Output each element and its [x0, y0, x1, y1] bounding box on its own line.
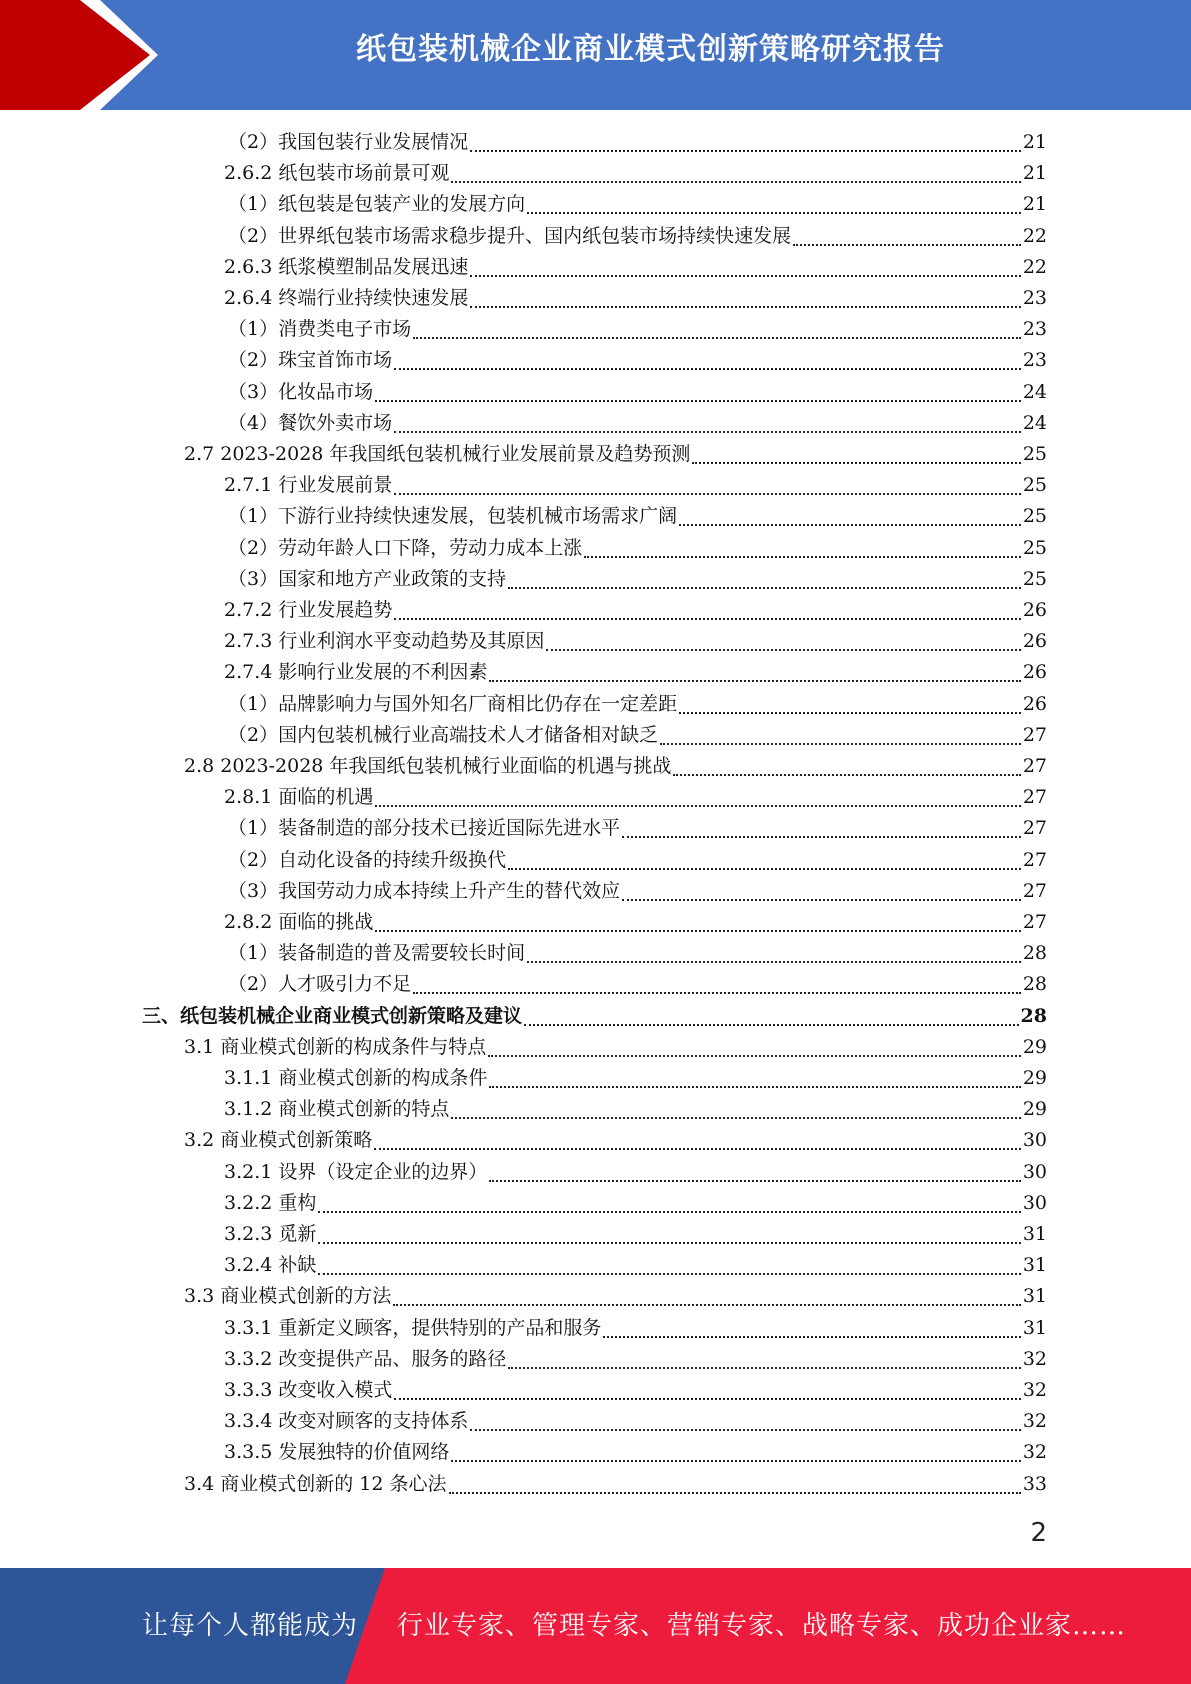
toc-entry[interactable]: [224, 626, 1047, 657]
toc-entry-page: 28: [1022, 973, 1047, 995]
toc-entry-title: 3.1.2 商业模式创新的特点: [224, 1098, 450, 1120]
toc-leader-dots: [584, 556, 1021, 558]
toc-entry[interactable]: [224, 595, 1047, 626]
toc-entry[interactable]: [224, 1313, 1047, 1344]
toc-leader-dots: [673, 774, 1020, 776]
toc-entry[interactable]: [224, 657, 1047, 688]
toc-leader-dots: [375, 930, 1020, 932]
toc-entry-page: 28: [1022, 942, 1047, 964]
toc-entry[interactable]: [224, 1188, 1047, 1219]
toc-entry[interactable]: [228, 377, 1047, 408]
toc-entry-page: 29: [1022, 1067, 1047, 1089]
toc-leader-dots: [660, 743, 1021, 745]
toc-entry-page: 23: [1022, 349, 1047, 371]
toc-entry[interactable]: [228, 845, 1047, 876]
toc-leader-dots: [394, 618, 1020, 620]
toc-entry-title: 3.3 商业模式创新的方法: [184, 1285, 392, 1307]
toc-entry-page: 27: [1022, 849, 1047, 871]
footer-slogan: 让每个人都能成为: [142, 1611, 359, 1641]
toc-entry[interactable]: [228, 189, 1047, 220]
toc-entry[interactable]: [224, 1063, 1047, 1094]
toc-entry-page: 24: [1022, 412, 1047, 434]
toc-entry[interactable]: [228, 501, 1047, 532]
toc-entry-title: （3）我国劳动力成本持续上升产生的替代效应: [228, 880, 621, 902]
toc-entry-title: （2）珠宝首饰市场: [228, 349, 393, 371]
toc-entry-page: 27: [1022, 755, 1047, 777]
toc-entry[interactable]: [228, 969, 1047, 1000]
toc-entry[interactable]: [224, 1219, 1047, 1250]
toc-leader-dots: [470, 150, 1021, 152]
toc-entry-title: （2）自动化设备的持续升级换代: [228, 849, 507, 871]
toc-entry[interactable]: [228, 127, 1047, 158]
toc-leader-dots: [508, 868, 1021, 870]
toc-entry-page: 25: [1022, 443, 1047, 465]
toc-entry-page: 33: [1022, 1473, 1047, 1495]
toc-leader-dots: [449, 1492, 1021, 1494]
toc-entry-page: 30: [1022, 1161, 1047, 1183]
toc-entry-title: 2.7 2023-2028 年我国纸包装机械行业发展前景及趋势预测: [184, 443, 691, 465]
report-footer: [0, 1568, 1191, 1684]
footer-roles: 行业专家、管理专家、营销专家、战略专家、成功企业家……: [397, 1611, 1127, 1641]
toc-entry-page: 23: [1022, 287, 1047, 309]
toc-entry-page: 30: [1022, 1192, 1047, 1214]
toc-entry-title: 2.8.2 面临的挑战: [224, 911, 374, 933]
toc-entry-page: 27: [1022, 786, 1047, 808]
toc-entry[interactable]: [184, 1469, 1047, 1500]
toc-leader-dots: [394, 1398, 1020, 1400]
toc-entry-title: 3.2.3 觅新: [224, 1223, 317, 1245]
toc-entry-page: 25: [1022, 505, 1047, 527]
toc-entry[interactable]: [228, 221, 1047, 252]
toc-entry-title: 3.4 商业模式创新的 12 条心法: [184, 1473, 447, 1495]
toc-leader-dots: [393, 1304, 1021, 1306]
toc-entry[interactable]: [184, 1281, 1047, 1312]
toc-entry-title: 3.3.3 改变收入模式: [224, 1379, 393, 1401]
toc-entry-title: 2.6.2 纸包装市场前景可观: [224, 162, 450, 184]
toc-entry-title: （1）下游行业持续快速发展，包装机械市场需求广阔: [228, 505, 678, 527]
toc-leader-dots: [489, 1180, 1020, 1182]
toc-leader-dots: [488, 1055, 1021, 1057]
toc-leader-dots: [318, 1242, 1020, 1244]
toc-entry-page: 32: [1022, 1441, 1047, 1463]
toc-entry-title: 3.2.4 补缺: [224, 1254, 317, 1276]
toc-entry[interactable]: [224, 782, 1047, 813]
toc-entry[interactable]: [224, 1157, 1047, 1188]
toc-entry-page: 27: [1022, 911, 1047, 933]
toc-entry-title: 3.2 商业模式创新策略: [184, 1129, 373, 1151]
toc-leader-dots: [489, 1086, 1020, 1088]
toc-leader-dots: [451, 1117, 1020, 1119]
toc-entry-page: 22: [1022, 256, 1047, 278]
toc-entry[interactable]: [228, 813, 1047, 844]
toc-entry-title: 3.3.4 改变对顾客的支持体系: [224, 1410, 469, 1432]
toc-leader-dots: [692, 462, 1020, 464]
toc-entry-title: 3.3.5 发展独特的价值网络: [224, 1441, 450, 1463]
toc-leader-dots: [527, 212, 1021, 214]
toc-entry-page: 25: [1022, 568, 1047, 590]
toc-entry-page: 31: [1022, 1254, 1047, 1276]
toc-leader-dots: [470, 306, 1020, 308]
toc-entry[interactable]: [224, 283, 1047, 314]
toc-entry-title: 三、纸包装机械企业商业模式创新策略及建议: [142, 1005, 523, 1027]
toc-entry[interactable]: [224, 158, 1047, 189]
toc-entry[interactable]: [224, 1406, 1047, 1437]
toc-entry-page: 27: [1022, 817, 1047, 839]
toc-entry-title: （2）劳动年龄人口下降，劳动力成本上涨: [228, 537, 583, 559]
toc-entry-page: 32: [1022, 1348, 1047, 1370]
toc-leader-dots: [375, 400, 1021, 402]
toc-entry-title: （1）装备制造的普及需要较长时间: [228, 942, 526, 964]
toc-entry[interactable]: [228, 564, 1047, 595]
toc-leader-dots: [374, 1148, 1021, 1150]
toc-entry-title: 2.8 2023-2028 年我国纸包装机械行业面临的机遇与挑战: [184, 755, 672, 777]
toc-entry-page: 32: [1022, 1410, 1047, 1432]
toc-leader-dots: [546, 649, 1020, 651]
toc-entry[interactable]: [184, 1032, 1047, 1063]
toc-entry-page: 21: [1022, 193, 1047, 215]
toc-entry-page: 25: [1022, 537, 1047, 559]
toc-entry-page: 21: [1022, 162, 1047, 184]
toc-leader-dots: [394, 493, 1020, 495]
toc-entry-page: 26: [1022, 599, 1047, 621]
toc-entry-title: 2.7.2 行业发展趋势: [224, 599, 393, 621]
toc-leader-dots: [622, 836, 1021, 838]
toc-entry[interactable]: [228, 533, 1047, 564]
toc-entry-page: 24: [1022, 381, 1047, 403]
toc-entry[interactable]: [228, 314, 1047, 345]
toc-leader-dots: [527, 961, 1021, 963]
toc-entry-title: 2.8.1 面临的机遇: [224, 786, 374, 808]
toc-leader-dots: [394, 368, 1021, 370]
toc-entry-title: （1）纸包装是包装产业的发展方向: [228, 193, 526, 215]
toc-entry-title: 3.2.1 设界（设定企业的边界）: [224, 1161, 488, 1183]
toc-entry-page: 29: [1022, 1036, 1047, 1058]
toc-entry-title: （1）装备制造的部分技术已接近国际先进水平: [228, 817, 621, 839]
toc-entry-title: 2.7.1 行业发展前景: [224, 474, 393, 496]
report-header: [0, 0, 1191, 110]
toc-entry[interactable]: [224, 1250, 1047, 1281]
toc-entry-title: 2.6.3 纸浆模塑制品发展迅速: [224, 256, 469, 278]
toc-leader-dots: [508, 1367, 1020, 1369]
toc-entry-title: （1）消费类电子市场: [228, 318, 412, 340]
toc-leader-dots: [470, 275, 1020, 277]
toc-entry-page: 29: [1022, 1098, 1047, 1120]
toc-entry-page: 21: [1022, 131, 1047, 153]
toc-entry-page: 31: [1022, 1317, 1047, 1339]
toc-leader-dots: [394, 431, 1021, 433]
toc-entry-page: 27: [1022, 724, 1047, 746]
toc-leader-dots: [451, 1460, 1020, 1462]
toc-entry-title: 3.2.2 重构: [224, 1192, 317, 1214]
toc-entry[interactable]: [142, 1001, 1047, 1032]
toc-entry-title: 2.7.4 影响行业发展的不利因素: [224, 661, 488, 683]
toc-entry[interactable]: [224, 1094, 1047, 1125]
toc-entry[interactable]: [224, 1437, 1047, 1468]
toc-entry-title: 3.1 商业模式创新的构成条件与特点: [184, 1036, 487, 1058]
toc-leader-dots: [318, 1273, 1020, 1275]
toc-entry[interactable]: [224, 470, 1047, 501]
report-title: 纸包装机械企业商业模式创新策略研究报告: [356, 32, 945, 67]
toc-leader-dots: [679, 712, 1021, 714]
toc-entry[interactable]: [228, 408, 1047, 439]
toc-leader-dots: [793, 244, 1021, 246]
toc-entry[interactable]: [224, 252, 1047, 283]
toc-entry-page: 28: [1020, 1005, 1047, 1027]
toc-entry[interactable]: [224, 1375, 1047, 1406]
toc-leader-dots: [508, 587, 1021, 589]
toc-leader-dots: [622, 899, 1021, 901]
toc-entry-page: 23: [1022, 318, 1047, 340]
toc-entry[interactable]: [184, 751, 1047, 782]
toc-entry-page: 26: [1022, 630, 1047, 652]
toc-leader-dots: [318, 1211, 1020, 1213]
toc-entry[interactable]: [224, 907, 1047, 938]
toc-entry-page: 27: [1022, 880, 1047, 902]
toc-entry-title: （2）我国包装行业发展情况: [228, 131, 469, 153]
toc-entry-title: （4）餐饮外卖市场: [228, 412, 393, 434]
toc-entry-page: 22: [1022, 225, 1047, 247]
toc-leader-dots: [413, 992, 1021, 994]
toc-entry-title: 2.7.3 行业利润水平变动趋势及其原因: [224, 630, 545, 652]
toc-leader-dots: [489, 680, 1020, 682]
toc-entry-page: 25: [1022, 474, 1047, 496]
toc-entry[interactable]: [228, 345, 1047, 376]
toc-leader-dots: [603, 1336, 1020, 1338]
toc-entry-page: 30: [1022, 1129, 1047, 1151]
toc-entry[interactable]: [228, 720, 1047, 751]
toc-entry-title: （2）世界纸包装市场需求稳步提升、国内纸包装市场持续快速发展: [228, 225, 792, 247]
toc-entry-title: 3.3.2 改变提供产品、服务的路径: [224, 1348, 507, 1370]
toc-entry[interactable]: [228, 689, 1047, 720]
toc-entry-title: 2.6.4 终端行业持续快速发展: [224, 287, 469, 309]
toc-entry-title: （2）国内包装机械行业高端技术人才储备相对缺乏: [228, 724, 659, 746]
toc-entry-title: （3）化妆品市场: [228, 381, 374, 403]
toc-entry-title: （2）人才吸引力不足: [228, 973, 412, 995]
toc-leader-dots: [375, 805, 1020, 807]
toc-leader-dots: [470, 1429, 1020, 1431]
toc-leader-dots: [679, 524, 1021, 526]
toc-entry-title: （1）品牌影响力与国外知名厂商相比仍存在一定差距: [228, 693, 678, 715]
toc-entry-title: （3）国家和地方产业政策的支持: [228, 568, 507, 590]
toc-entry[interactable]: [228, 938, 1047, 969]
toc-entry[interactable]: [224, 1344, 1047, 1375]
toc-entry-page: 26: [1022, 661, 1047, 683]
toc-entry-page: 26: [1022, 693, 1047, 715]
page-number: 2: [1030, 1518, 1047, 1548]
toc-entry-title: 3.1.1 商业模式创新的构成条件: [224, 1067, 488, 1089]
toc-entry-page: 32: [1022, 1379, 1047, 1401]
toc-entry[interactable]: [184, 1125, 1047, 1156]
toc-entry[interactable]: [228, 876, 1047, 907]
toc-leader-dots: [451, 181, 1020, 183]
toc-entry-page: 31: [1022, 1285, 1047, 1307]
toc-entry[interactable]: [184, 439, 1047, 470]
toc-entry-title: 3.3.1 重新定义顾客，提供特别的产品和服务: [224, 1317, 602, 1339]
toc-leader-dots: [524, 1024, 1019, 1026]
toc-entry-page: 31: [1022, 1223, 1047, 1245]
toc-leader-dots: [413, 337, 1021, 339]
